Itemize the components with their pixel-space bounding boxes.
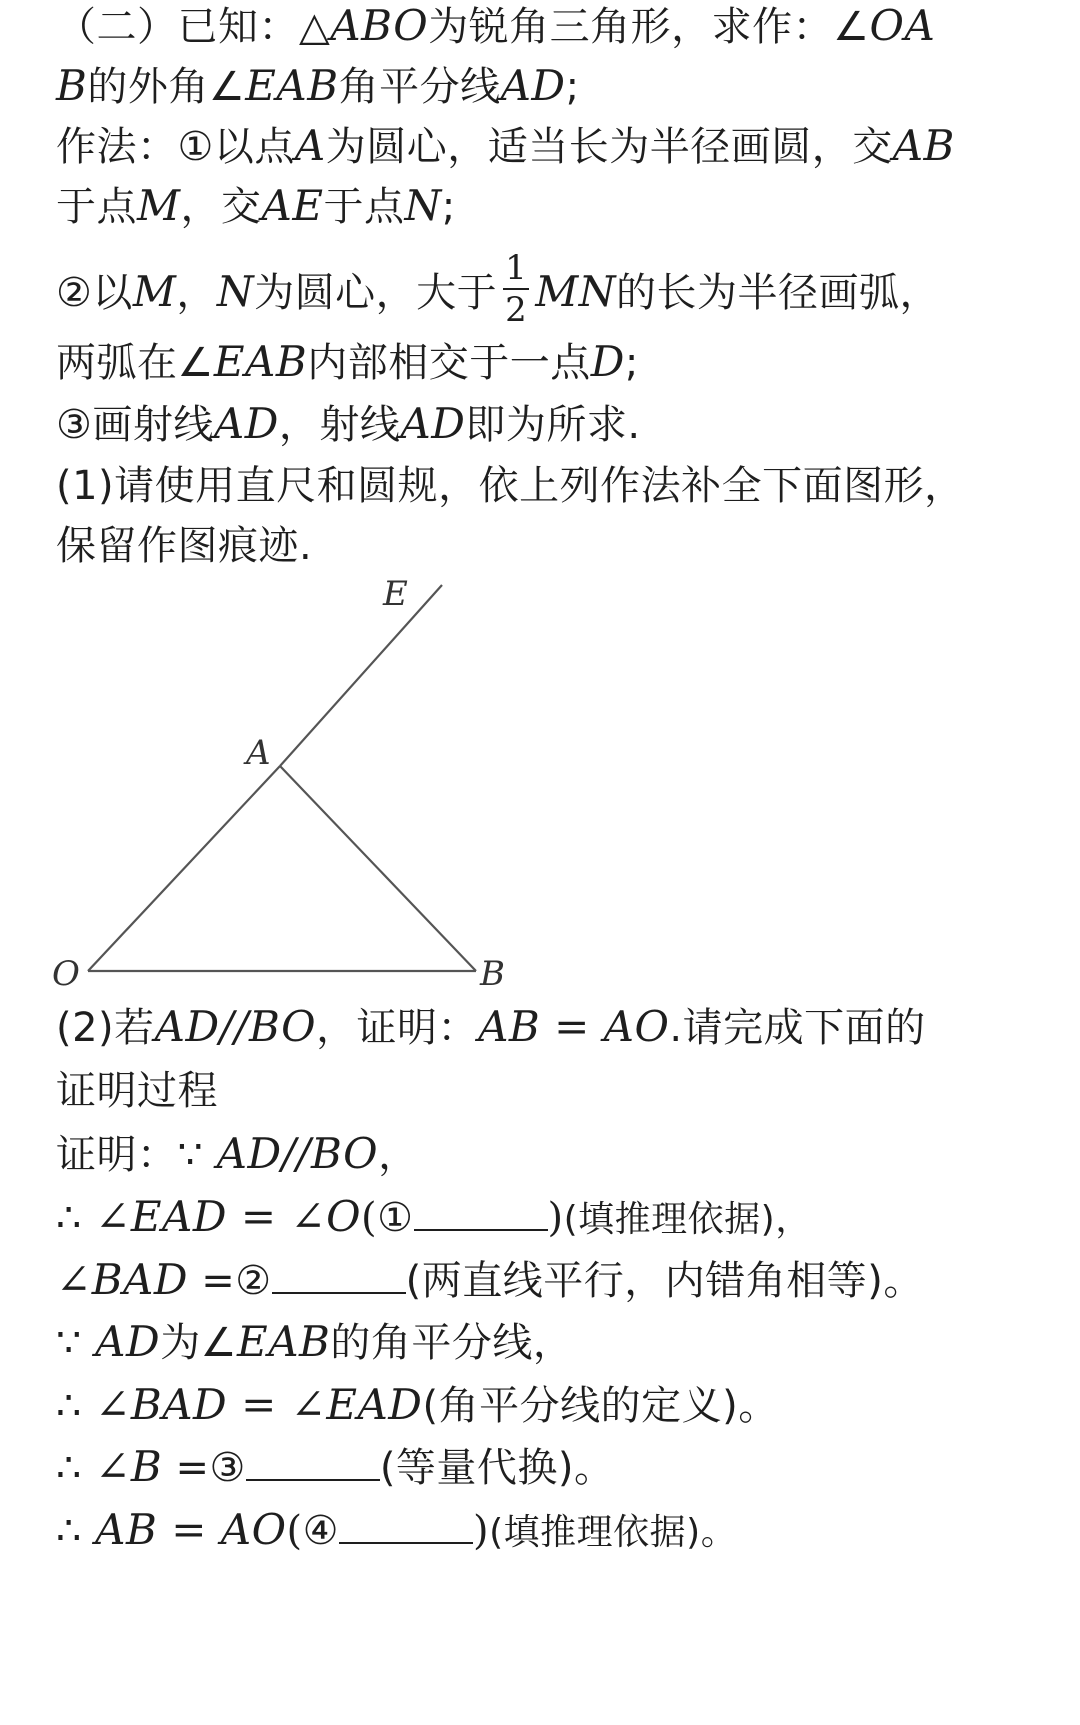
proof-line-6: [56, 1443, 615, 1492]
answer-blank-3[interactable]: [246, 1443, 380, 1481]
answer-blank-4[interactable]: [339, 1506, 473, 1544]
math-a: A: [294, 121, 326, 170]
math-m: M: [137, 181, 181, 230]
math-abo: ABO: [330, 1, 429, 50]
proof-line-5: [56, 1381, 779, 1430]
text: 即为所求.: [465, 402, 641, 448]
fraction-one-half: [503, 250, 529, 328]
text: 内部相交于一点: [307, 340, 591, 386]
question-1-line-2: 保留作图痕迹.: [56, 523, 313, 569]
text: 证明：∵: [56, 1132, 217, 1178]
ray-ae: [280, 585, 442, 766]
proof-line-2: [56, 1193, 812, 1244]
because-symbol: ∵: [56, 1320, 96, 1366]
label-b: B: [480, 954, 505, 994]
math-d: D: [590, 337, 625, 386]
text: (④: [286, 1508, 339, 1554]
construction-step-2-line-b: [56, 338, 639, 387]
text: (2)若: [56, 1005, 155, 1051]
math-eab: EAB: [237, 1317, 331, 1366]
math-ad-parallel-bo: AD//BO: [216, 1129, 379, 1178]
text: ，交: [180, 184, 262, 230]
segment-oa: [88, 766, 280, 971]
question-1-line-1: (1)请使用直尺和圆规，依上列作法补全下面图形，: [56, 463, 965, 509]
text: 为圆心，大于: [254, 270, 498, 316]
math-ad: AD: [400, 399, 466, 448]
text: ): [473, 1508, 490, 1554]
problem-statement-line-2: [56, 62, 580, 111]
text: ;: [565, 64, 580, 110]
proof-line-3: [56, 1256, 924, 1305]
construction-step-1-line-a: [56, 122, 955, 171]
math-ae: AE: [261, 181, 324, 230]
math-angle-bad-equals-ead: ∠BAD = ∠EAD: [95, 1380, 423, 1429]
text: 于点: [323, 184, 405, 230]
text: (角平分线的定义)。: [422, 1383, 779, 1429]
text: ;: [441, 184, 456, 230]
math-ab: AB: [892, 121, 955, 170]
text: (等量代换)。: [379, 1445, 615, 1491]
math-condition: AD//BO: [154, 1002, 317, 1051]
math-ad: AD: [500, 61, 566, 110]
proof-line-1: [56, 1130, 419, 1179]
math-mn: MN: [535, 267, 617, 316]
text: (①: [361, 1195, 414, 1241]
math-ad: AD: [95, 1317, 161, 1366]
text: 的长为半径画弧，: [616, 270, 941, 316]
math-m: M: [132, 267, 177, 316]
question-2-line-2: 证明过程: [56, 1068, 218, 1114]
math-ad: AD: [213, 399, 279, 448]
text: 两弧在∠: [56, 340, 214, 386]
fraction-numerator: 1: [505, 248, 528, 288]
text: 为锐角三角形，求作：∠: [428, 4, 870, 50]
construction-step-1-line-b: [56, 182, 456, 231]
text: 的外角∠: [87, 64, 246, 110]
proof-line-4: [56, 1318, 573, 1367]
label-a: A: [246, 733, 271, 773]
text: 于点: [56, 184, 137, 230]
answer-blank-1[interactable]: [414, 1193, 548, 1231]
question-2-line-1: [56, 1003, 926, 1052]
text: 为∠: [160, 1320, 238, 1366]
text: ): [547, 1195, 564, 1241]
construction-step-2-line-a: [56, 248, 941, 334]
fraction-denominator: 2: [505, 290, 528, 330]
label-e: E: [383, 574, 408, 614]
math-angle-ead-equals-o: ∠EAD = ∠O: [95, 1192, 362, 1241]
math-eab: EAB: [213, 337, 308, 386]
text: ;: [624, 340, 639, 386]
text: 作法：①以点: [56, 124, 295, 170]
text: .请完成下面的: [669, 1005, 926, 1051]
text: ，证明：: [316, 1005, 479, 1051]
answer-blank-2[interactable]: [272, 1256, 406, 1294]
text: （二）已知：△: [56, 4, 331, 50]
math-b: B: [56, 61, 88, 110]
text: 的角平分线，: [330, 1320, 574, 1366]
text: (填推理依据)，: [563, 1199, 812, 1240]
text: ③画射线: [56, 402, 214, 448]
math-n: N: [404, 181, 442, 230]
text: ②以: [56, 270, 133, 316]
therefore-symbol: ∴: [56, 1195, 96, 1241]
text: (两直线平行，内错角相等)。: [405, 1258, 924, 1304]
math-n: N: [216, 267, 255, 316]
proof-line-7: [56, 1506, 737, 1557]
math-eab: EAB: [245, 61, 339, 110]
math-goal: AB = AO: [478, 1002, 670, 1051]
problem-statement-line-1: [56, 2, 935, 51]
text: ，: [378, 1132, 419, 1178]
math-oa: OA: [869, 1, 936, 50]
math-ab-equals-ao: AB = AO: [95, 1505, 287, 1554]
therefore-symbol: ∴: [56, 1383, 96, 1429]
construction-step-3: [56, 400, 641, 449]
text: ，: [176, 270, 217, 316]
therefore-symbol: ∴: [56, 1445, 96, 1491]
text: 角平分线: [338, 64, 501, 110]
text: =③: [162, 1445, 246, 1491]
text: ，射线: [278, 402, 401, 448]
therefore-symbol: ∴: [56, 1508, 96, 1554]
text: 为圆心，适当长为半径画圆，交: [325, 124, 893, 170]
label-o: O: [52, 954, 80, 994]
text: (填推理依据)。: [489, 1512, 738, 1553]
segment-ab: [280, 766, 476, 971]
math-angle-bad: ∠BAD: [56, 1255, 189, 1304]
triangle-figure: [0, 560, 1080, 1000]
text: =②: [188, 1258, 272, 1304]
math-angle-b: ∠B: [95, 1442, 163, 1491]
